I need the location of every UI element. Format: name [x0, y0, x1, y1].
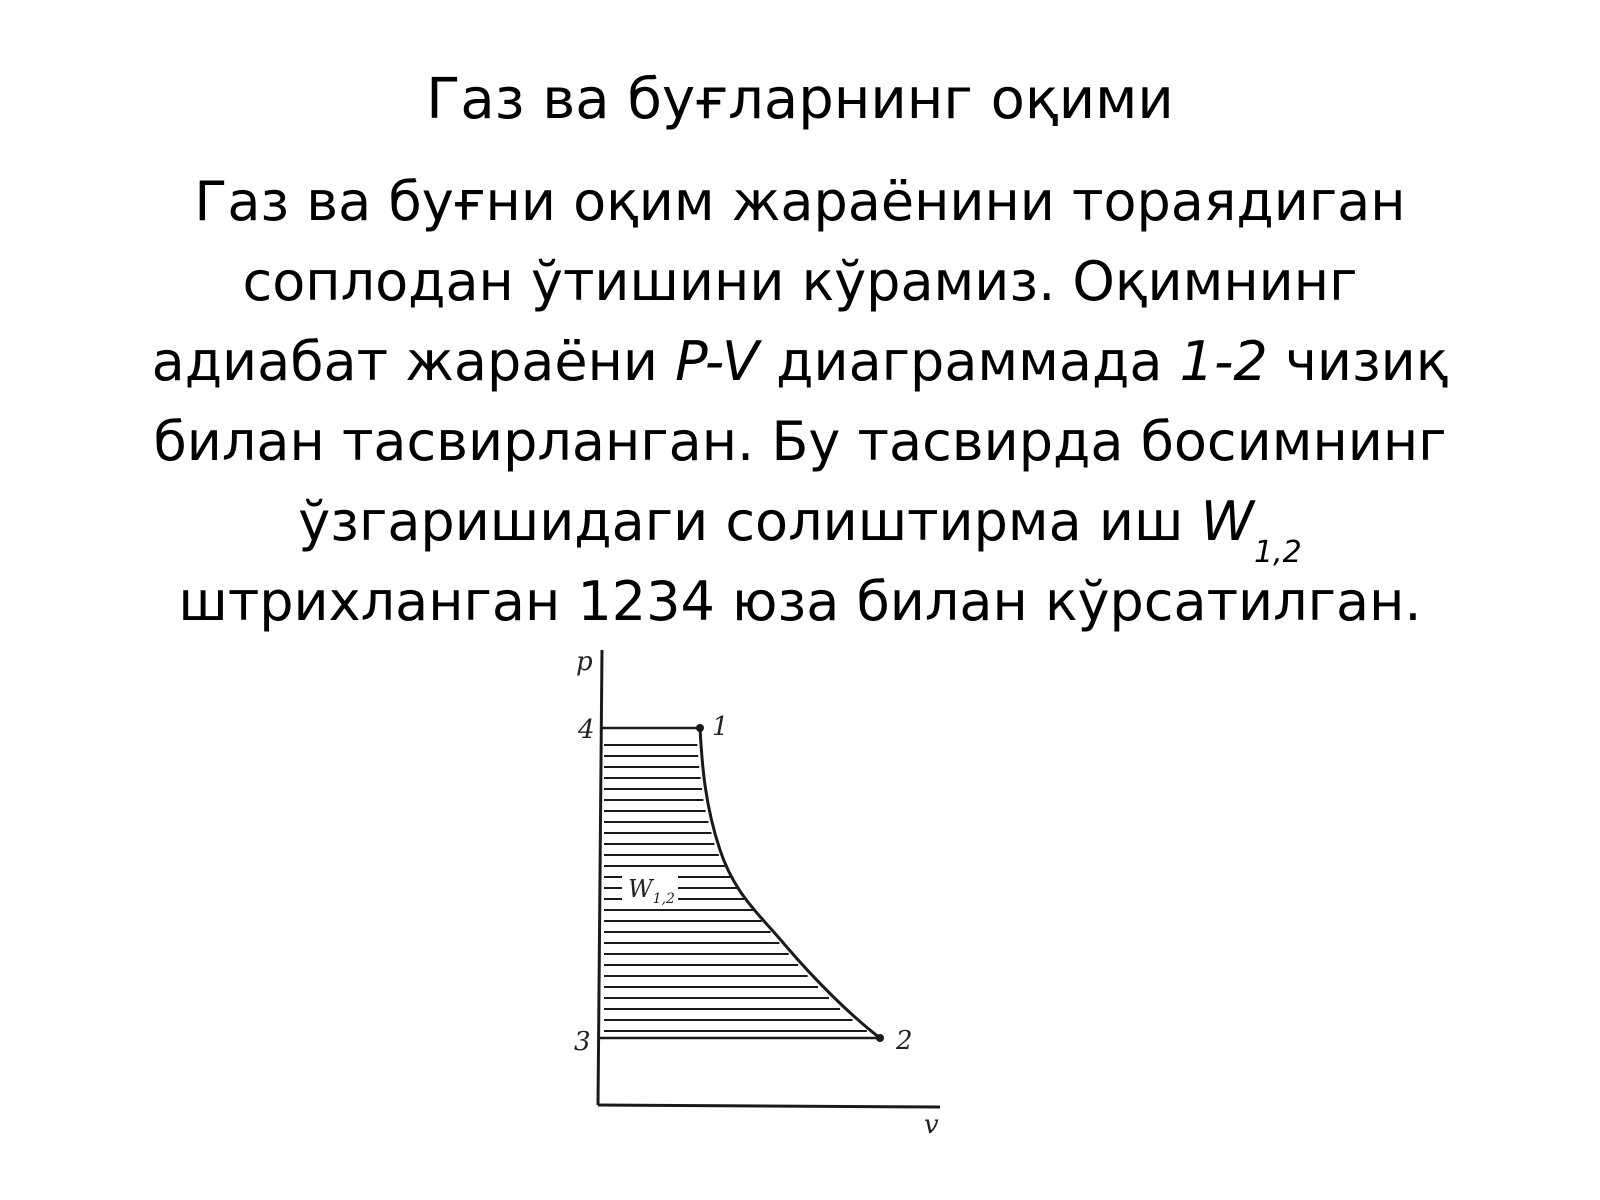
- body-line: [100, 562, 1500, 642]
- body-text-fragment: чизиқ: [1267, 330, 1449, 393]
- slide-title: Газ ва буғларнинг оқими: [426, 67, 1174, 132]
- body-line: [100, 162, 1500, 242]
- body-text-fragment: W: [1200, 490, 1254, 553]
- body-text-fragment: билан тасвирланган. Бу тасвирда босимнинг: [153, 410, 1447, 473]
- body-line: [100, 242, 1500, 322]
- slide-body-text: [100, 162, 1500, 642]
- body-line: [100, 322, 1500, 402]
- point-label-3: 3: [574, 1027, 591, 1057]
- point-label-1: 1: [712, 712, 729, 742]
- point-1-marker: [696, 724, 704, 732]
- body-text-fragment: штрихланган 1234 юза билан кўрсатилган.: [178, 570, 1422, 633]
- body-text-fragment: 1-2: [1179, 330, 1268, 393]
- body-text-fragment: диаграммада: [759, 330, 1180, 393]
- point-label-2: 2: [896, 1026, 913, 1056]
- v-axis: [598, 1105, 940, 1107]
- body-text-fragment: Газ ва буғни оқим жараёнини тораядиган: [194, 170, 1406, 233]
- pv-diagram: [560, 645, 1000, 1170]
- area-label-sub: 1,2: [652, 891, 675, 907]
- body-text-fragment: соплодан ўтишини кўрамиз. Оқимнинг: [242, 250, 1358, 313]
- area-label-main: W: [628, 875, 653, 903]
- pv-diagram-svg: [560, 645, 1000, 1170]
- v-axis-label: v: [924, 1110, 939, 1140]
- body-text-fragment: адиабат жараёни: [151, 330, 676, 393]
- body-text-fragment: ўзгаришидаги солиштирма иш: [298, 490, 1201, 553]
- p-axis-label: p: [576, 647, 593, 677]
- point-label-4: 4: [578, 715, 595, 745]
- body-text-fragment: P-V: [675, 330, 759, 393]
- point-2-marker: [876, 1034, 884, 1042]
- adiabat-curve-1-2: [700, 728, 880, 1038]
- body-line: [100, 402, 1500, 482]
- body-text-fragment: 1,2: [1254, 535, 1302, 570]
- body-line: [100, 482, 1500, 570]
